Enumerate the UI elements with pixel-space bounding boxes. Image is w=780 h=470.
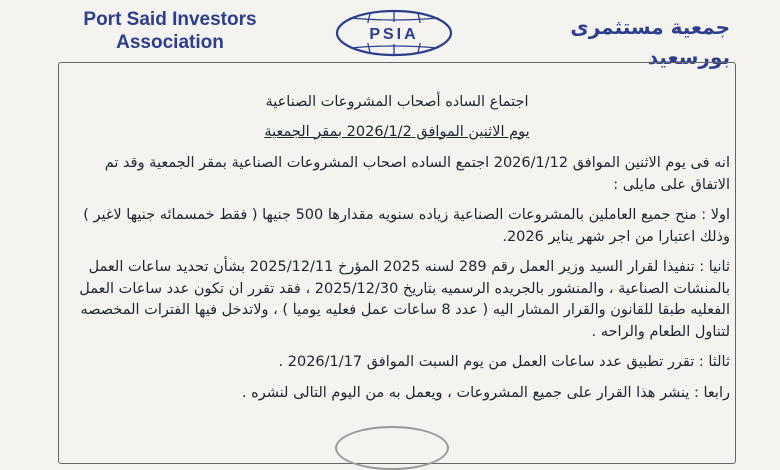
document-body — [64, 80, 730, 413]
item-fourth: رابعا : ينشر هذا القرار على جميع المشروعات ، ويعمل به من اليوم التالى لنشره . — [241, 384, 730, 401]
org-name-english — [74, 8, 266, 54]
psia-logo — [334, 8, 454, 58]
org-name-english-line2: Association — [116, 32, 224, 53]
org-name-english-line1: Port Said Investors — [83, 9, 257, 30]
document-subtitle: يوم الاثنين الموافق 2026/1/2 بمقر الجمعية — [264, 123, 530, 140]
item-first: اولا : منح جميع العاملين بالمشروعات الصناعية زياده سنويه مقدارها 500 جنيها ( فقط خمسمائه جنيها لاغير ) وذلك اعتبارا من اجر شهر يناير 2026. — [83, 207, 730, 245]
org-name-arabic: جمعية مستثمرى بورسعيد — [570, 15, 730, 69]
item-second: ثانيا : تنفيذا لقرار السيد وزير العمل رقم 289 لسنه 2025 المؤرخ 2025/12/11 بشأن تحديد ساعات العمل بالمنشات الصناعية ، والمنشور بالجريده الرسميه بتاريخ 2025/12/30 ، فقد تقرر ان تكون عدد ساعات العمل الفعليه طبقا للقانون والقرار المشار اليه ( عدد 8 ساعات عمل فعليه يوميا ) ، ولاتدخل فيها الفترات المخصصه لتناول الطعام والراحه . — [79, 259, 730, 340]
stamp-partial — [335, 426, 449, 470]
intro-paragraph: انه فى يوم الاثنين الموافق 2026/1/12 اجتمع الساده اصحاب المشروعات الصناعية بمقر الجمعية وقد تم الاتفاق على مايلى : — [104, 155, 730, 193]
logo-text: PSIA — [369, 26, 419, 43]
item-third: ثالثا : تقرر تطبيق عدد ساعات العمل من يوم السبت الموافق 2026/1/17 . — [278, 354, 730, 370]
document-title: اجتماع الساده أصحاب المشروعات الصناعية — [265, 94, 529, 110]
